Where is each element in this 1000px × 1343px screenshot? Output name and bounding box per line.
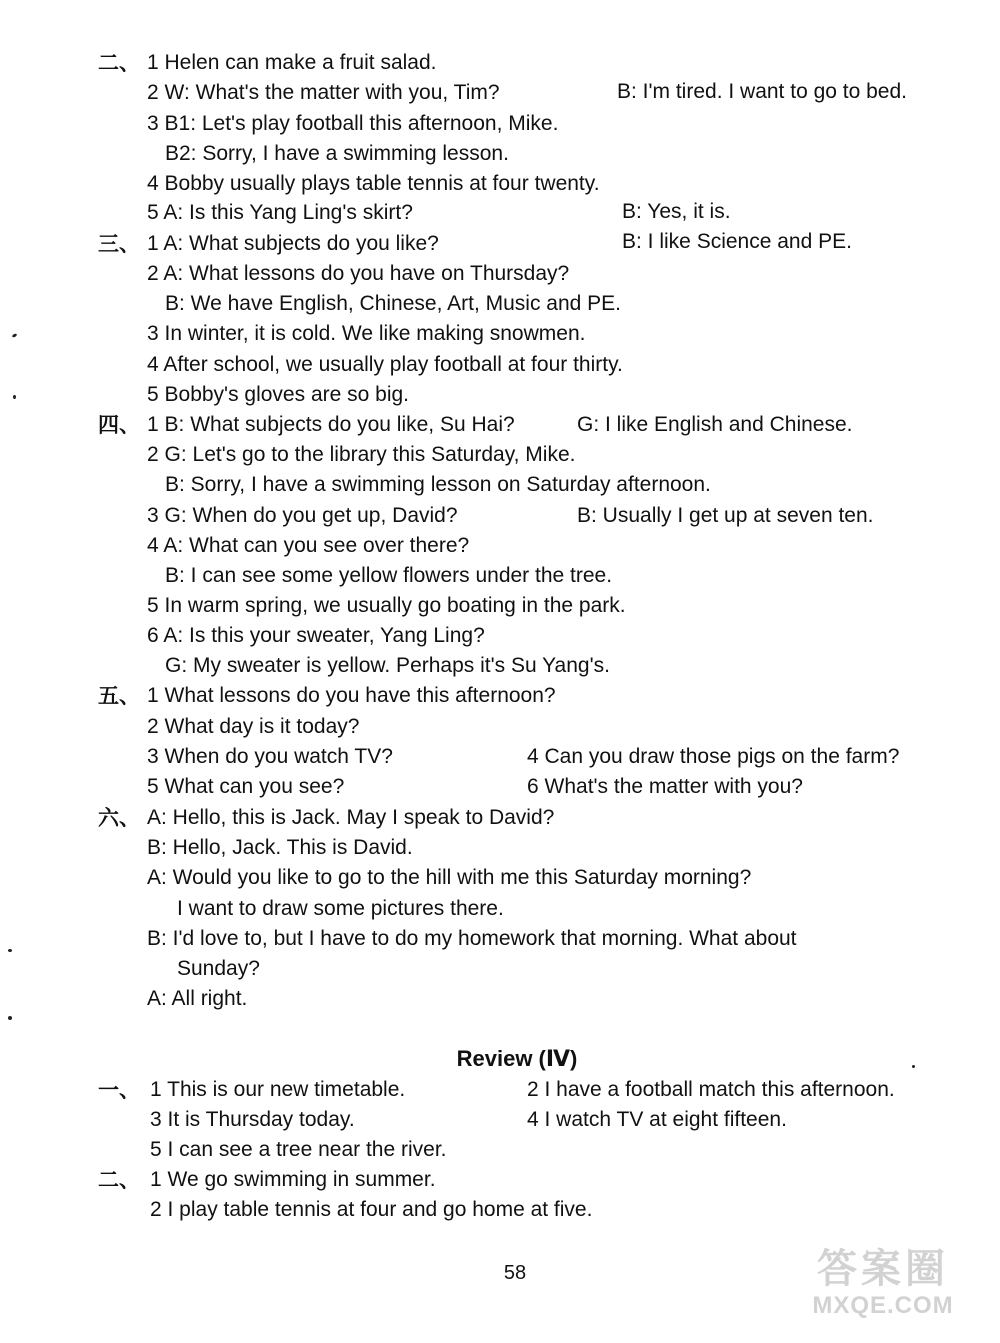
section-5-mark: 五、 [98, 684, 140, 708]
answer-line: 2 W: What's the matter with you, Tim? [147, 81, 500, 104]
answer-line: B: I can see some yellow flowers under the tree. [165, 564, 613, 587]
answer-line: B: I like Science and PE. [622, 230, 852, 253]
scan-speck [13, 395, 16, 399]
dialogue-line: A: Would you like to go to the hill with me this Saturday morning? [147, 866, 752, 889]
watermark-site: MXQE.COM [812, 1292, 954, 1319]
answer-line: 2 G: Let's go to the library this Saturday, Mike. [147, 443, 576, 466]
dialogue-line: I want to draw some pictures there. [177, 897, 504, 920]
answer-line: 5 A: Is this Yang Ling's skirt? [147, 201, 413, 224]
dialogue-line: B: I'd love to, but I have to do my homework that morning. What about [147, 927, 797, 950]
answer-line: 1 We go swimming in summer. [150, 1168, 436, 1191]
review-section-2-mark: 二、 [98, 1168, 140, 1192]
watermark-logo [778, 1245, 988, 1335]
section-2-mark: 二、 [98, 51, 140, 75]
answer-line: B: I'm tired. I want to go to bed. [617, 80, 907, 103]
dialogue-line: A: All right. [147, 987, 248, 1010]
answer-line: 3 In winter, it is cold. We like making snowmen. [147, 322, 586, 345]
answer-line: 4 A: What can you see over there? [147, 534, 470, 557]
answer-line: 3 B1: Let's play football this afternoon, Mike. [147, 112, 559, 135]
answer-line: 4 After school, we usually play football at four thirty. [147, 353, 623, 376]
section-6-mark: 六、 [98, 806, 140, 830]
answer-line: B: We have English, Chinese, Art, Music and PE. [165, 292, 622, 315]
answer-line: 2 I have a football match this afternoon. [527, 1078, 895, 1101]
answer-line: G: I like English and Chinese. [577, 413, 853, 436]
answer-line: G: My sweater is yellow. Perhaps it's Su Yang's. [165, 654, 610, 677]
watermark-mark: 答案圈 [817, 1246, 949, 1292]
answer-line: 5 In warm spring, we usually go boating in the park. [147, 594, 626, 617]
answer-line: B: Yes, it is. [622, 200, 731, 223]
scan-speck [8, 949, 12, 952]
answer-line: B: Usually I get up at seven ten. [577, 504, 874, 527]
scan-speck [912, 1065, 915, 1068]
answer-line: 2 I play table tennis at four and go home at five. [150, 1198, 593, 1221]
answer-line: 2 A: What lessons do you have on Thursday? [147, 262, 570, 285]
answer-line: 5 I can see a tree near the river. [150, 1138, 447, 1161]
answer-line: 4 Can you draw those pigs on the farm? [527, 745, 900, 768]
answer-line: 1 Helen can make a fruit salad. [147, 51, 437, 74]
answer-line: B2: Sorry, I have a swimming lesson. [165, 142, 509, 165]
answer-line: 4 I watch TV at eight fifteen. [527, 1108, 787, 1131]
section-4-mark: 四、 [98, 413, 140, 437]
answer-line: 6 What's the matter with you? [527, 775, 803, 798]
review-heading: Review (Ⅳ) [456, 1046, 578, 1071]
dialogue-line: A: Hello, this is Jack. May I speak to David? [147, 806, 555, 829]
dialogue-line: Sunday? [177, 957, 260, 980]
answer-line: 3 It is Thursday today. [150, 1108, 355, 1131]
scan-speck [12, 333, 18, 338]
answer-line: 1 This is our new timetable. [150, 1078, 406, 1101]
answer-line: 1 What lessons do you have this afternoon? [147, 684, 556, 707]
answer-line: 6 A: Is this your sweater, Yang Ling? [147, 624, 485, 647]
answer-line: 5 What can you see? [147, 775, 345, 798]
section-3-mark: 三、 [98, 232, 140, 256]
answer-line: 2 What day is it today? [147, 715, 360, 738]
answer-line: 3 G: When do you get up, David? [147, 504, 458, 527]
answer-line: 4 Bobby usually plays table tennis at four twenty. [147, 172, 600, 195]
answer-line: 1 B: What subjects do you like, Su Hai? [147, 413, 515, 436]
page-number: 58 [503, 1262, 527, 1284]
review-section-1-mark: 一、 [98, 1078, 140, 1102]
scan-speck [8, 1016, 12, 1020]
answer-line: 5 Bobby's gloves are so big. [147, 383, 409, 406]
answer-line: 3 When do you watch TV? [147, 745, 393, 768]
answer-line: 1 A: What subjects do you like? [147, 232, 439, 255]
dialogue-line: B: Hello, Jack. This is David. [147, 836, 413, 859]
answer-line: B: Sorry, I have a swimming lesson on Saturday afternoon. [165, 473, 711, 496]
